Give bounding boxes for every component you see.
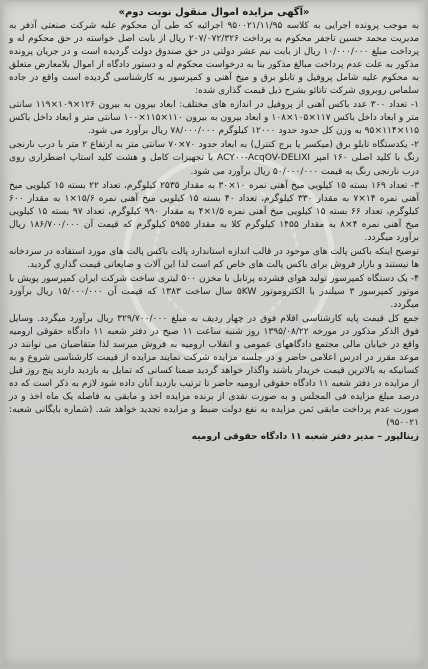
signature-title: – مدیر دفتر شعبه ۱۱ دادگاه حقوقی ارومیه [191,432,382,443]
notice-conditions: جمع کل قیمت پایه کارشناسی اقلام فوق در چهار ردیف به مبلغ ۳۲۹/۷۰۰/۰۰۰ ریال برآورد میگردد. وسایل فوق الذکر مذکور در مورخه ۱۳۹۵/۰۸/۲۲ روز شنبه ساعت ۱۱ صبح در دفتر شعبه ۱۱ دادگاه حقوقی ارومیه واقع در خیابان مالی مجتمع دادگاههای عمومی و انقلاب ارومیه به فروش میرسد لذا متقاضیان می توانند در موعد مقرر در ادرس اعلامی حاضر و در جلسه مزایده شرکت نمایند مزایده از قیمت کارشناسی شروع و به کسانیکه به بالاترین قیمت خریدار باشند واگذار خواهد گردید ضمنا کسانی که تمایل به بازدید دارند پنج روز قبل از مزایده در دفتر شعبه ۱۱ دادگاه حقوقی ارومیه حاضر تا ترتیب بازدید آنان داده شود لازم به ذکر است که ده درصد مبلغ مزایده فی المجلس و به صورت نقدی از برنده مزایده اخذ و مابقی به فاصله یک ماه اخذ و در صورت عدم پرداخت مابقی ثمن مزایده به نفع دولت ضبط و مزایده تجدید خواهد شد. (شماره بایگانی شعبه: ۹۵۰۰۲۱) [9,314,420,429]
notice-body [9,6,419,445]
notice-item-3: ۳- تعداد ۱۶۹ بسته ۱۵ کیلویی میخ آهنی نمره ۱۰×۳۰ به مقدار ۲۵۳۵ کیلوگرم، تعداد ۲۲ بسته ۱۵ کیلویی میخ آهنی نمره ۱۴×۷ به مقدار ۳۳۰ کیلوگرم، تعداد ۴۰ بسته ۱۵ کیلویی میخ آهنی نمره ۱۵/۶×۱ به مقدار ۶۰۰ کیلوگرم، تعداد ۶۶ بسته ۱۵ کیلویی میخ آهنی نمره ۱/۵×۴ به مقدار ۹۹۰ کیلوگرم، تعداد ۹۷ بسته ۱۵ کیلویی میخ آهنی نمره ۴×۸ به مقدار ۱۴۵۵ کیلوگرم کلا به مقدار ۵۹۵۵ کیلوگرم که قیمت آن ۱۸۶/۷۰۰/۰۰۰ ریال برآورد میگردد. [9,180,420,243]
notice-note: توضیح اینکه باکس پالت های موجود در قالب اندازه استاندارد پالت باکس پالت های مورد استفاده در سردخانه ها نیستند و بازار فروش برای باکس پالت های خاص کم است لذا این آلات و ضایعاتی قیمت گذاری گردید. [9,246,419,270]
newspaper-clipping [3,2,425,666]
notice-item-1: ۱- تعداد ۳۰۰ عدد باکس آهنی از پروفیل در اندازه های مختلف: ابعاد بیرون به بیرون ۱۲۶×۱۰۹×۱۱۹ سانتی متر و ابعاد داخل باکس ۱۱۷×۱۰۵×۱۰۸ و ابعاد بیرون به بیرون ۱۱۰×۱۱۵×۱۰۰ سانتی متر و ابعاد داخل باکس ۱۱۵×۱۱۴×۹۵ به وزن کل حدود حدود ۱۲۰۰۰ کیلوگرم ۷۸/۰۰۰/۰۰۰ ریال برآورد می شود. [9,100,419,137]
notice-item-4: ۴- یک دستگاه کمپرسور تولید هوای فشرده پرتابل با مخزن ۵۰۰ لیتری ساخت شرکت ایران کمپرسور پویش با موتور کمپرسور ۳ سیلندر با الکتروموتور ۵KW سال ساخت ۱۳۸۳ که قیمت آن ۱۵/۰۰۰/۰۰۰ ریال برآورد میگردد. [9,273,419,310]
notice-title: «آگهی مزایده اموال منقول نوبت دوم» [118,7,310,18]
notice-item-2: ۲- یکدستگاه تابلو برق (میکسر یا برج کنترل) به ابعاد حدود ۷۰×۷۰ سانتی متر به ارتفاع ۲ متر با درب نارنجی رنگ با کلید اصلی ۱۶۰ امپر ACY۰۰-AcqOV-DELIXI با تجهیزات کامل و هشت کلید استاپ اضطراری روی درب نارنجی رنگ به قیمت ۵۰/۰۰۰/۰۰۰ ریال برآورد می شود. [9,140,419,177]
notice-intro: به موجب پرونده اجرایی به کلاسه ۹۵۰۰۲۱/۱۱/۹۵ اجرائیه که طی آن محکوم علیه شرکت صنعتی آذفر به مدیریت محمد حسین تاجفر محکوم به پرداخت ۲۰۷/۰۷۲/۳۲۶ ریال از بابت اصل خواسته در حق محکوم له و پرداخت مبلغ ۱۰/۰۰۰/۰۰۰ ریال از بابت نیم عشر دولتی در حق صندوق دولت گردیده است و در جریان پرونده مذکور به علت عدم پرداخت مبالغ مذکور بنا به درخواست محکوم له و دستور دادگاه از اموال بلامعارض متعلق به محکوم علیه شامل پروفیل و تابلو برق و میخ آهنی و کمپرسور به کارشناسی گردیده است واقع در جاده سلماس روبروی شرکت تاتائو بشرح ذیل قیمت گذاری شده: [9,21,419,97]
signature-name: زینالپور [385,432,419,443]
signature-block [9,431,419,444]
